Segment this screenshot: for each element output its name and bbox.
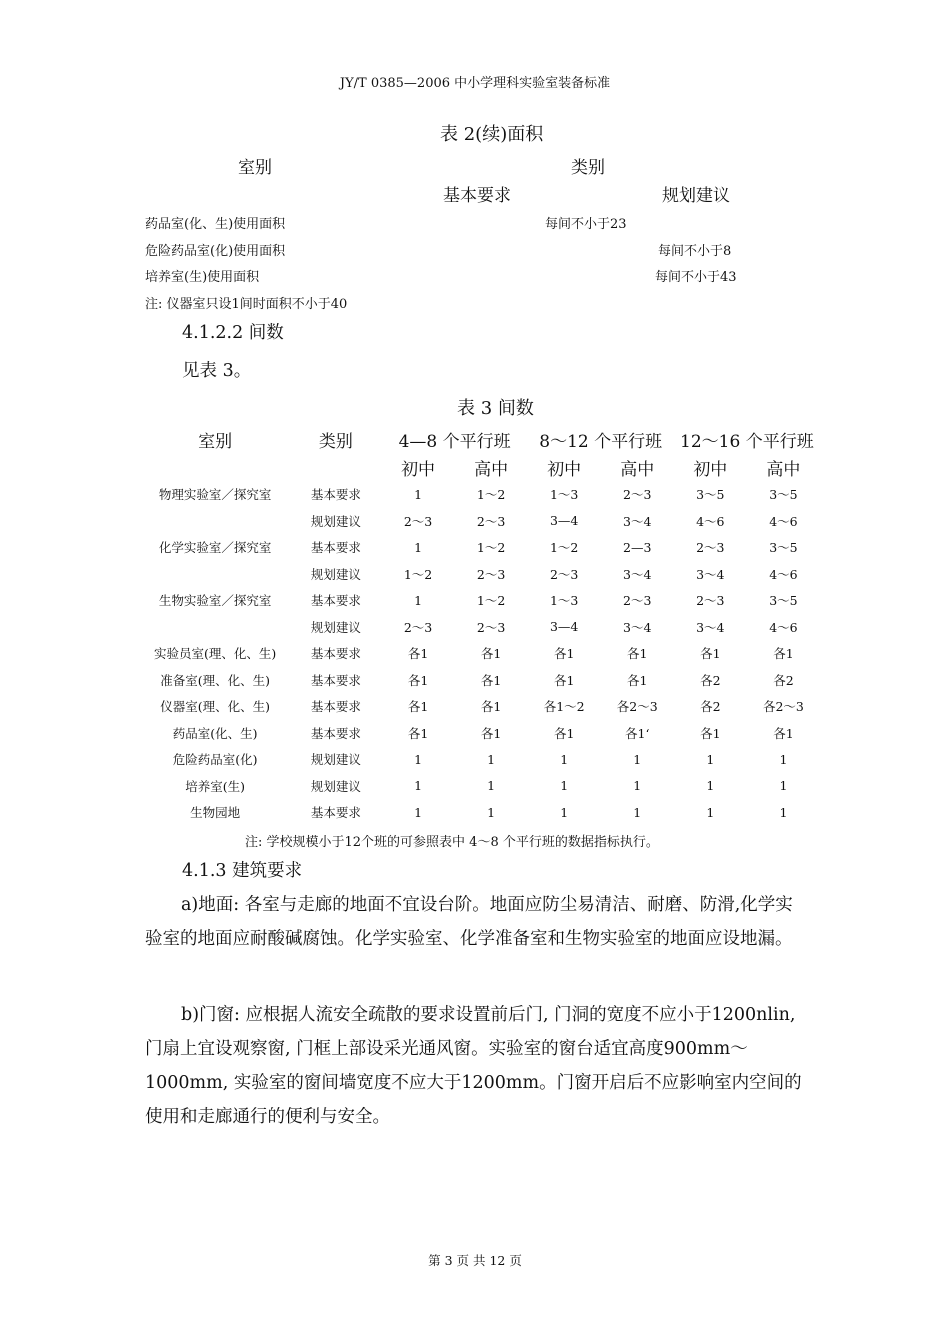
table3-cell: 各1 bbox=[627, 646, 648, 662]
table3-cell: 1 bbox=[414, 592, 423, 608]
table-row bbox=[140, 773, 820, 800]
table3-cell: 各1 bbox=[407, 646, 429, 662]
table3-cell: 1 bbox=[706, 804, 715, 820]
table3-cell: 各1 bbox=[700, 725, 721, 741]
table3-cell: 1～3 bbox=[549, 593, 579, 609]
table3-cell: 3～4 bbox=[623, 513, 652, 529]
table3-cell-room: 生物园地 bbox=[190, 805, 241, 821]
table-row bbox=[140, 720, 820, 747]
table3-header-group: 12～16 个平行班 bbox=[680, 431, 814, 452]
table3-cell: 1 bbox=[779, 778, 788, 794]
table3-cell: 1 bbox=[487, 804, 496, 820]
table3-cell: 1 bbox=[633, 804, 642, 820]
table3-cell: 3—4 bbox=[549, 513, 579, 529]
table-row bbox=[140, 640, 820, 667]
table-row bbox=[140, 508, 820, 535]
table3-cell: 1 bbox=[706, 751, 715, 767]
table3-header-room: 室别 bbox=[198, 431, 233, 452]
table3-cell-room bbox=[140, 614, 290, 641]
table3-cell-category: 基本要求 bbox=[310, 805, 361, 821]
table3-cell: 各1 bbox=[407, 725, 429, 741]
table3-subheader: 初中 bbox=[401, 459, 436, 480]
table3-cell: 4～6 bbox=[696, 513, 725, 529]
table3-cell: 1 bbox=[779, 751, 788, 767]
table3-cell: 1 bbox=[414, 804, 423, 820]
table3-cell: 1 bbox=[560, 751, 569, 767]
table3-header-group: 4—8 个平行班 bbox=[398, 431, 511, 452]
table3-cell: 3～5 bbox=[769, 540, 798, 556]
table-row bbox=[140, 746, 820, 773]
page-footer: 第 3 页 共 12 页 bbox=[428, 1253, 522, 1268]
table3-cell-category: 基本要求 bbox=[310, 672, 361, 688]
table3-cell-category: 规划建议 bbox=[310, 619, 361, 635]
table3-cell: 各1 bbox=[480, 699, 502, 715]
table3-cell: 各1 bbox=[553, 672, 575, 688]
table3-caption: 表 3 间数 bbox=[457, 398, 534, 419]
table3-cell-category: 基本要求 bbox=[310, 487, 361, 503]
table3-header-category: 类别 bbox=[318, 431, 353, 452]
table2-header-plan: 规划建议 bbox=[662, 186, 730, 206]
table3-cell: 1～3 bbox=[549, 487, 579, 503]
table3-cell-room: 仪器室(理、化、生) bbox=[160, 699, 270, 715]
table3-cell-room: 物理实验室／探究室 bbox=[158, 487, 272, 503]
table3-cell: 4～6 bbox=[769, 619, 798, 635]
table-row bbox=[140, 561, 820, 588]
table3-cell: 1 bbox=[487, 751, 496, 767]
table3-cell: 2～3 bbox=[403, 619, 433, 635]
table-row bbox=[140, 481, 820, 508]
table3-cell: 1 bbox=[779, 804, 788, 820]
section-4-1-3-heading: 4.1.3 建筑要求 bbox=[182, 861, 303, 881]
table3-cell: 3—4 bbox=[549, 619, 579, 635]
table3-cell: 1 bbox=[414, 778, 423, 794]
table3-cell-room: 危险药品室(化) bbox=[172, 752, 258, 768]
table2-note: 注: 仪器室只设1间时面积不小于40 bbox=[145, 297, 348, 312]
table2-row-plan: 每间不小于43 bbox=[655, 270, 737, 285]
table3-cell-category: 基本要求 bbox=[310, 540, 361, 556]
table3-subheader: 初中 bbox=[693, 459, 728, 480]
table3-cell: 1 bbox=[633, 778, 642, 794]
table3-cell: 各1‘ bbox=[625, 725, 650, 741]
table3-cell: 3～5 bbox=[769, 593, 798, 609]
table3-cell: 3～4 bbox=[696, 566, 725, 582]
paragraph-floor: a)地面: 各室与走廊的地面不宜设台阶。地面应防尘易清洁、耐磨、防滑,化学实验室的地面应耐酸碱腐蚀。化学实验室、化学准备室和生物实验室的地面应设地漏。 bbox=[145, 895, 793, 949]
table3-cell: 各1 bbox=[480, 646, 502, 662]
table3-cell-category: 基本要求 bbox=[310, 593, 361, 609]
table3-cell: 1～2 bbox=[476, 540, 506, 556]
table3-cell: 3～4 bbox=[696, 619, 725, 635]
table3-cell: 各1 bbox=[773, 725, 794, 741]
table3-cell-room bbox=[140, 561, 290, 588]
table3-cell: 2～3 bbox=[696, 540, 725, 556]
table3-cell: 各1 bbox=[700, 646, 721, 662]
table3-cell: 2～3 bbox=[476, 619, 506, 635]
section-4-1-2-2-heading: 4.1.2.2 间数 bbox=[182, 323, 284, 343]
table3-cell: 3～4 bbox=[623, 566, 652, 582]
table3-subheader-row bbox=[140, 453, 820, 481]
table3-cell: 3～5 bbox=[696, 487, 725, 503]
table3-header-row bbox=[140, 425, 820, 453]
table3-cell: 2～3 bbox=[623, 593, 652, 609]
table-row bbox=[140, 693, 820, 720]
table3-cell-room: 药品室(化、生) bbox=[172, 725, 258, 741]
table3-cell: 2～3 bbox=[476, 513, 506, 529]
table3-cell: 3～4 bbox=[623, 619, 652, 635]
table3-cell: 各1 bbox=[407, 672, 429, 688]
table3-cell: 1～2 bbox=[476, 593, 506, 609]
table3-cell: 1 bbox=[706, 778, 715, 794]
table3-cell: 2～3 bbox=[403, 513, 433, 529]
table3-cell: 1 bbox=[414, 539, 423, 555]
table3-cell: 各2～3 bbox=[616, 699, 658, 715]
table3-cell-room: 化学实验室／探究室 bbox=[158, 540, 272, 556]
table3-cell-category: 基本要求 bbox=[310, 725, 361, 741]
table2-caption: 表 2(续)面积 bbox=[440, 124, 544, 145]
table3-cell: 2～3 bbox=[476, 566, 506, 582]
document-header: JY/T 0385—2006 中小学理科实验室装备标准 bbox=[339, 76, 611, 91]
table3-cell: 各1 bbox=[773, 646, 794, 662]
table3-note: 注: 学校规模小于12个班的可参照表中 4～8 个平行班的数据指标执行。 bbox=[245, 835, 659, 850]
table-row bbox=[140, 534, 820, 561]
table3-cell-category: 规划建议 bbox=[310, 566, 361, 582]
table3-cell: 2～3 bbox=[623, 487, 652, 503]
table3-cell-category: 规划建议 bbox=[310, 513, 361, 529]
table3-subheader: 高中 bbox=[766, 459, 801, 480]
see-table3-text: 见表 3。 bbox=[182, 361, 252, 381]
table3-cell-room: 培养室(生) bbox=[185, 778, 245, 794]
paragraph-doors-windows: b)门窗: 应根据人流安全疏散的要求设置前后门, 门洞的宽度不应小于1200nlin, 门扇上宜设观察窗, 门框上部设采光通风窗。实验室的窗台适宜高度900mm～1000mm, 实验室的窗间墙宽度不应大于1200mm。门窗开启后不应影响室内空间的使用和走廊通行的便利与安全。 bbox=[145, 1005, 802, 1127]
table3-cell: 各2～3 bbox=[762, 699, 804, 715]
table3-cell-room: 准备室(理、化、生) bbox=[160, 672, 270, 688]
table-row bbox=[140, 614, 820, 641]
table3-cell-room bbox=[140, 508, 290, 535]
table3-subheader: 高中 bbox=[620, 459, 655, 480]
table3-cell: 3～5 bbox=[769, 487, 798, 503]
table2-row-room: 危险药品室(化)使用面积 bbox=[145, 244, 286, 259]
table3-cell: 各1 bbox=[407, 699, 429, 715]
table3-cell-category: 基本要求 bbox=[310, 699, 361, 715]
table3-cell: 2～3 bbox=[549, 566, 579, 582]
table2-row-plan: 每间不小于8 bbox=[658, 244, 732, 259]
table2-row-basic: 每间不小于23 bbox=[545, 217, 627, 232]
table3-cell: 各2 bbox=[700, 672, 721, 688]
table3-cell-room: 实验员室(理、化、生) bbox=[153, 646, 277, 662]
table3-cell-category: 基本要求 bbox=[310, 646, 361, 662]
table3-cell-room: 生物实验室／探究室 bbox=[158, 593, 272, 609]
table3-subheader: 高中 bbox=[474, 459, 509, 480]
table3-cell: 2～3 bbox=[696, 593, 725, 609]
table3-cell: 1～2 bbox=[549, 540, 579, 556]
table3-cell: 4～6 bbox=[769, 513, 798, 529]
table2-row-room: 药品室(化、生)使用面积 bbox=[145, 217, 286, 232]
table3-cell: 各2 bbox=[773, 672, 794, 688]
table3-cell: 2—3 bbox=[623, 539, 652, 555]
table3-cell-category: 规划建议 bbox=[310, 778, 361, 794]
table3-cell: 各1～2 bbox=[543, 699, 585, 715]
table3-cell: 1～2 bbox=[403, 566, 433, 582]
table3-cell: 各1 bbox=[627, 672, 648, 688]
table3-cell: 1 bbox=[560, 778, 569, 794]
table3-cell: 1 bbox=[560, 804, 569, 820]
table3-cell: 4～6 bbox=[769, 566, 798, 582]
table2-header-category: 类别 bbox=[571, 158, 605, 178]
table3-header-group: 8～12 个平行班 bbox=[539, 431, 663, 452]
table2-row-room: 培养室(生)使用面积 bbox=[145, 270, 260, 285]
table-row bbox=[140, 667, 820, 694]
table3-cell: 1 bbox=[487, 778, 496, 794]
table2-header-room: 室别 bbox=[238, 158, 272, 178]
table3-cell: 1 bbox=[414, 486, 423, 502]
table-row bbox=[140, 587, 820, 614]
table3-subheader: 初中 bbox=[547, 459, 582, 480]
table3-cell: 1 bbox=[633, 751, 642, 767]
table3-cell: 各1 bbox=[480, 725, 502, 741]
table-row bbox=[140, 799, 820, 826]
table3-cell: 1～2 bbox=[476, 487, 506, 503]
table3-cell: 1 bbox=[414, 751, 423, 767]
table3-cell: 各1 bbox=[480, 672, 502, 688]
table3 bbox=[140, 425, 820, 826]
table3-cell-category: 规划建议 bbox=[310, 752, 361, 768]
table3-cell: 各2 bbox=[700, 699, 721, 715]
table3-cell: 各1 bbox=[553, 646, 575, 662]
table2-header-basic: 基本要求 bbox=[443, 186, 511, 206]
table3-cell: 各1 bbox=[553, 725, 575, 741]
